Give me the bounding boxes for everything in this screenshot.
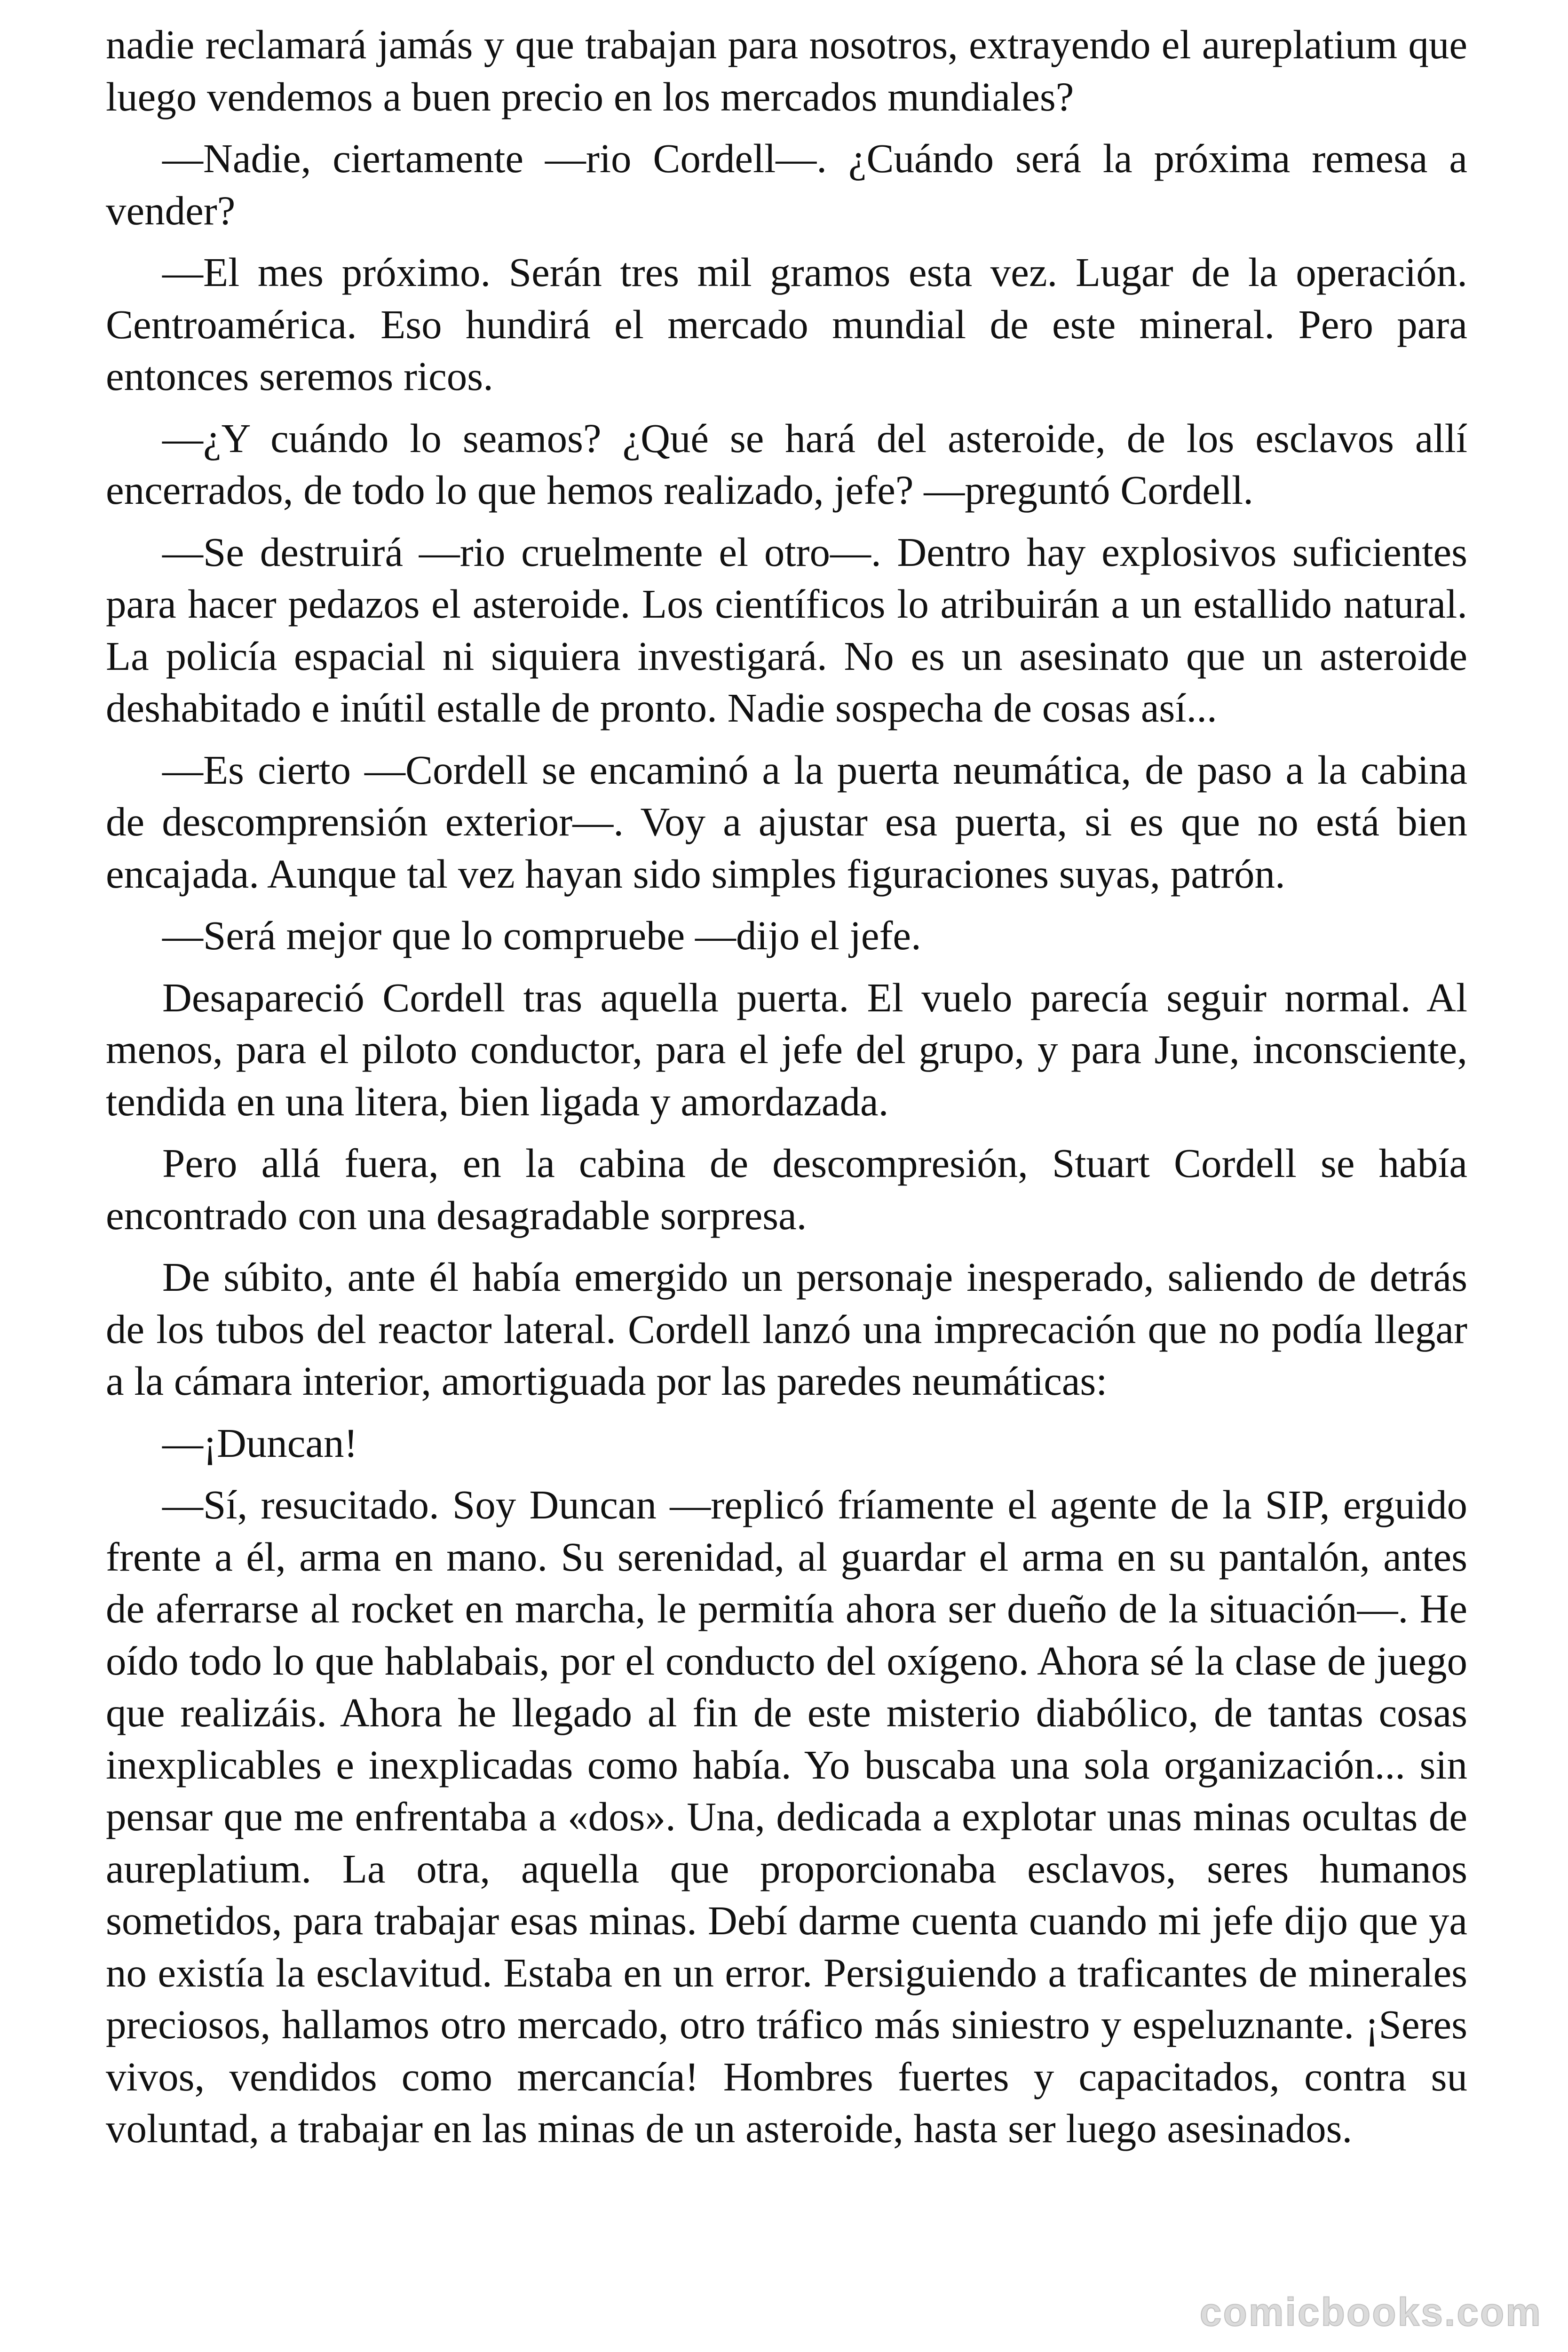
paragraph: —El mes próximo. Serán tres mil gramos esta vez. Lugar de la operación. Centroamérica. Eso hundirá el mercado mundial de este mineral. Pero para entonces seremos ricos. <box>106 249 1467 399</box>
paragraph: —¿Y cuándo lo seamos? ¿Qué se hará del asteroide, de los esclavos allí encerrados, de todo lo que hemos realizado, jefe? —preguntó Cordell. <box>106 415 1467 513</box>
paragraph: Pero allá fuera, en la cabina de descompresión, Stuart Cordell se había encontrado con una desagradable sorpresa. <box>106 1140 1467 1238</box>
paragraph: —Es cierto —Cordell se encaminó a la puerta neumática, de paso a la cabina de descomprensión exterior—. Voy a ajustar esa puerta, si es que no está bien encajada. Aunque tal vez hayan sido simples figuraciones suyas, patrón. <box>106 747 1467 897</box>
document-page <box>106 19 1467 2343</box>
paragraph: De súbito, ante él había emergido un personaje inesperado, saliendo de detrás de los tubos del reactor lateral. Cordell lanzó una imprecación que no podía llegar a la cámara interior, amortiguada por las paredes neumáticas: <box>106 1254 1467 1404</box>
paragraph: —Será mejor que lo compruebe —dijo el jefe. <box>162 913 921 958</box>
paragraph: —Sí, resucitado. Soy Duncan —replicó fríamente el agente de la SIP, erguido frente a él, arma en mano. Su serenidad, al guardar el arma en su pantalón, antes de aferrarse al rocket en marcha, le permitía ahora ser dueño de la situación—. He oído todo lo que hablabais, por el conducto del oxígeno. Ahora sé la clase de juego que realizáis. Ahora he llegado al fin de este misterio diabólico, de tantas cosas inexplicables e inexplicadas como había. Yo buscaba una sola organización... sin pensar que me enfrentaba a «dos». Una, dedicada a explotar unas minas ocultas de aureplatium. La otra, aquella que proporcionaba esclavos, seres humanos sometidos, para trabajar esas minas. Debí darme cuenta cuando mi jefe dijo que ya no existía la esclavitud. Estaba en un error. Persiguiendo a traficantes de minerales preciosos, hallamos otro mercado, otro tráfico más siniestro y espeluznante. ¡Seres vivos, vendidos como mercancía! Hombres fuertes y capacitados, contra su voluntad, a trabajar en las minas de un asteroide, hasta ser luego asesinados. <box>106 1482 1467 2151</box>
paragraph: —Se destruirá —rio cruelmente el otro—. Dentro hay explosivos suficientes para hacer pedazos el asteroide. Los científicos lo atribuirán a un estallido natural. La policía espacial ni siquiera investigará. No es un asesinato que un asteroide deshabitado e inútil estalle de pronto. Nadie sospecha de cosas así... <box>106 529 1467 731</box>
paragraph-continuation: nadie reclamará jamás y que trabajan para nosotros, extrayendo el aureplatium que luego vendemos a buen precio en los mercados mundiales? <box>106 22 1467 119</box>
watermark: comicbooks.com <box>1199 2290 1542 2334</box>
paragraph: Desapareció Cordell tras aquella puerta. El vuelo parecía seguir normal. Al menos, para el piloto conductor, para el jefe del grupo, y para June, inconsciente, tendida en una litera, bien ligada y amordazada. <box>106 974 1467 1124</box>
paragraph: —Nadie, ciertamente —rio Cordell—. ¿Cuándo será la próxima remesa a vender? <box>106 135 1467 233</box>
paragraph: —¡Duncan! <box>162 1420 358 1466</box>
